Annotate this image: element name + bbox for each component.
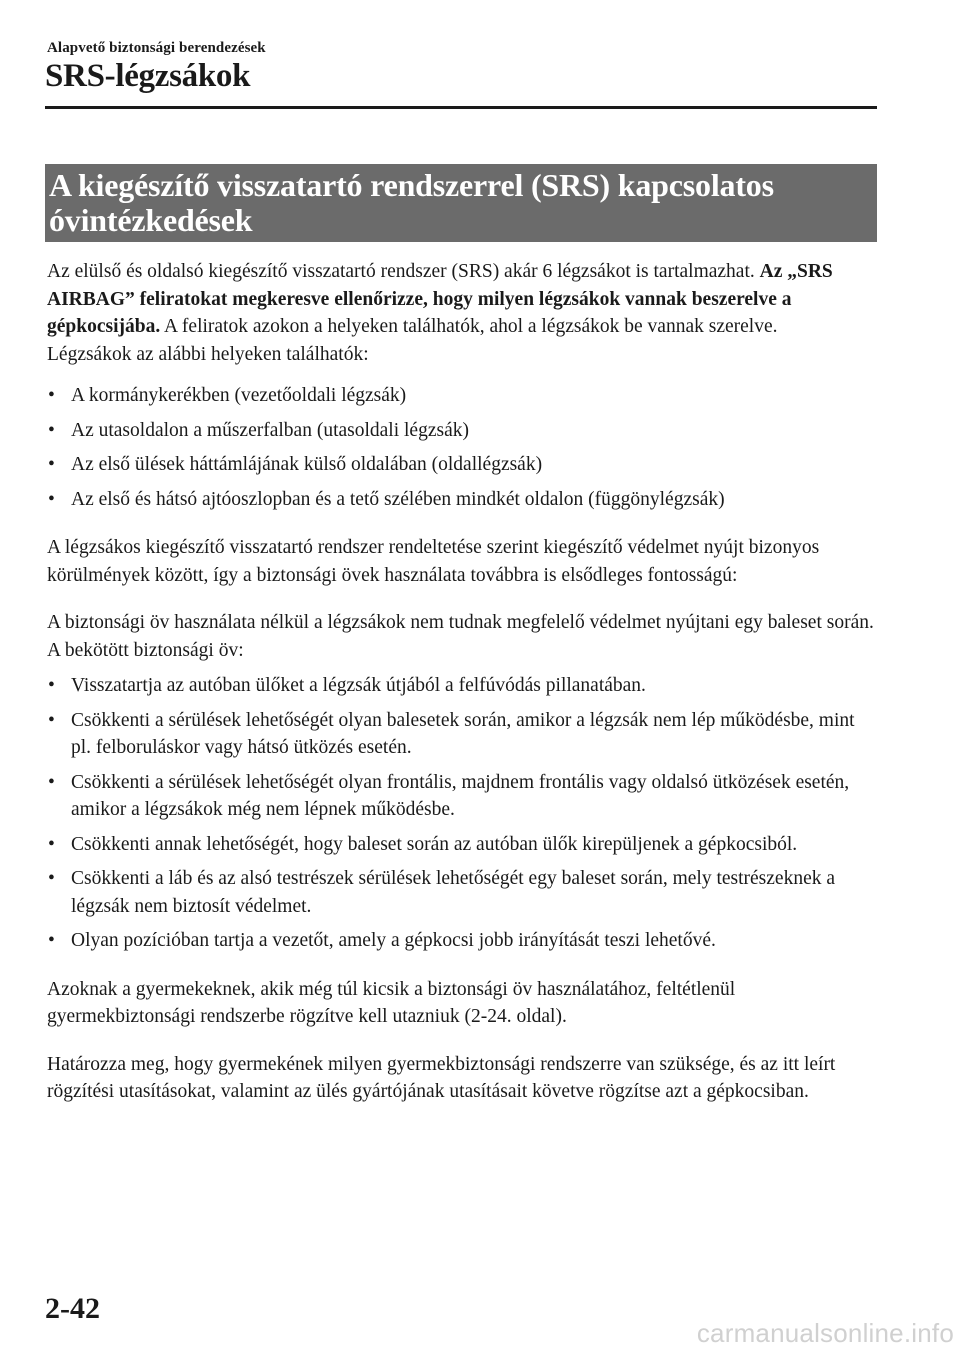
- watermark: carmanualsonline.info: [696, 1318, 954, 1348]
- list-item: [47, 451, 877, 479]
- spacer: [47, 589, 877, 609]
- intro-line: Az elülső és oldalsó kiegészítő visszatartó rendszer (SRS) akár 6 légzsákot is tartalmazhat.: [47, 261, 755, 282]
- page-number: 2-42: [45, 1292, 100, 1325]
- list-item: [47, 382, 877, 410]
- list-item: [47, 707, 877, 762]
- bullet-icon: •: [48, 771, 55, 793]
- bullet-icon: •: [48, 419, 55, 441]
- children-paragraph: Azoknak a gyermekeknek, akik még túl kicsik a biztonsági öv használatához, feltétlenül gyermekbiztonsági rendszerbe rögzítve kell utazniuk (2-24. oldal).: [47, 978, 736, 1027]
- list-item-text: Csökkenti a sérülések lehetőségét olyan balesetek során, amikor a légzsák nem lép működésbe, mint pl. felboruláskor vagy hátsó ütközés esetén.: [71, 709, 855, 758]
- belt-paragraph: A biztonsági öv használata nélkül a légzsákok nem tudnak megfelelő védelmet nyújtani egy baleset során. A bekötött biztonsági öv:: [47, 612, 874, 661]
- list-item: [47, 486, 877, 514]
- intro-bold-text: Az „SRS AIRBAG” feliratokat megkeresve ellenőrizze, hogy milyen légzsákok vannak beszerelve a gépkocsijába.: [47, 261, 833, 337]
- list-item: [47, 417, 877, 445]
- locations-lead: Légzsákok az alábbi helyeken találhatók:: [47, 343, 369, 365]
- running-head: Alapvető biztonsági berendezések: [47, 40, 266, 56]
- spacer: [47, 368, 877, 382]
- chapter-title: SRS-légzsákok: [45, 58, 251, 94]
- spacer: [47, 664, 877, 672]
- supplemental-paragraph: A légzsákos kiegészítő visszatartó rendszer rendeltetése szerint kiegészítő védelmet nyújt bizonyos körülmények között, így a biztonsági övek használata továbbra is elsődleges fontosságú:: [47, 537, 820, 586]
- list-item-text: Az utasoldalon a műszerfalban (utasoldali légzsák): [71, 419, 469, 441]
- bullet-icon: •: [48, 454, 55, 475]
- list-item: [47, 865, 877, 920]
- list-item: [47, 769, 877, 824]
- section-title: A kiegészítő visszatartó rendszerrel (SRS) kapcsolatos óvintézkedések: [49, 167, 774, 238]
- belt-benefits-list: [47, 672, 877, 955]
- bullet-icon: •: [48, 488, 55, 510]
- bullet-icon: •: [48, 385, 55, 406]
- list-item-text: Olyan pozícióban tartja a vezetőt, amely a gépkocsi jobb irányítását teszi lehetővé.: [71, 930, 716, 951]
- intro-paragraph: [47, 258, 877, 341]
- page-content: [47, 258, 877, 1106]
- bullet-icon: •: [48, 930, 55, 951]
- intro-rest-text: A feliratok azokon a helyeken találhatók, ahol a légzsákok be vannak szerelve.: [160, 316, 778, 337]
- list-item-text: Csökkenti annak lehetőségét, hogy baleset során az autóban ülők kirepüljenek a gépkocsiból.: [71, 833, 798, 855]
- list-item: [47, 672, 877, 700]
- list-item-text: A kormánykerékben (vezetőoldali légzsák): [71, 385, 407, 406]
- list-item-text: Csökkenti a sérülések lehetőségét olyan frontális, majdnem frontális vagy oldalsó ütközések esetén, amikor a légzsákok még nem lépnek működésbe.: [71, 771, 850, 820]
- determine-paragraph: Határozza meg, hogy gyermekének milyen gyermekbiztonsági rendszerre van szüksége, és az itt leírt rögzítési utasításokat, valamint az ülés gyártójának utasításait követve rögzítse azt a gépkocsiban.: [47, 1053, 836, 1102]
- bullet-icon: •: [48, 675, 55, 696]
- list-item: [47, 831, 877, 859]
- list-item-text: Csökkenti a láb és az alsó testrészek sérülések lehetőségét egy baleset során, mely testrészeknek a légzsák nem biztosít védelmet.: [71, 868, 836, 917]
- spacer: [47, 962, 877, 976]
- list-item-text: Az első és hátsó ajtóoszlopban és a tető szélében mindkét oldalon (függönylégzsák): [71, 488, 725, 510]
- header-rule: [45, 106, 877, 109]
- spacer: [47, 520, 877, 534]
- bullet-icon: •: [48, 833, 55, 855]
- airbag-locations-list: [47, 382, 877, 513]
- list-item-text: Az első ülések háttámlájának külső oldalában (oldallégzsák): [71, 454, 543, 475]
- bullet-icon: •: [48, 868, 55, 889]
- section-banner: [45, 164, 877, 242]
- list-item: [47, 927, 877, 955]
- list-item-text: Visszatartja az autóban ülőket a légzsák útjából a felfúvódás pillanatában.: [71, 675, 646, 696]
- spacer: [47, 1031, 877, 1051]
- bullet-icon: •: [48, 709, 55, 731]
